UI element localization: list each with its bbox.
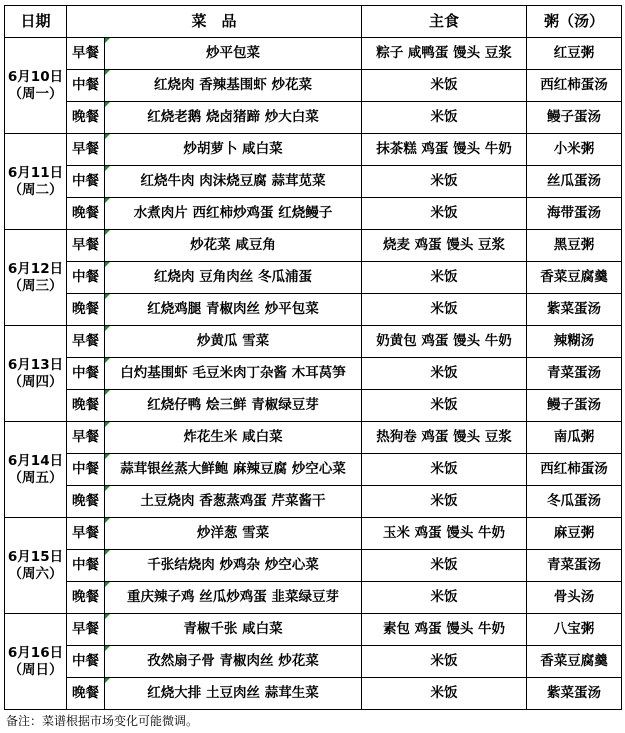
meal-dishes: 炒平包菜	[105, 38, 362, 70]
meal-row	[5, 326, 622, 358]
meal-dishes: 红烧鸡腿 青椒肉丝 炒平包菜	[105, 294, 362, 326]
meal-dishes: 白灼基围虾 毛豆米肉丁杂酱 木耳莴笋	[105, 358, 362, 390]
meal-soup: 紫菜蛋汤	[527, 678, 622, 710]
meal-staple: 米饭	[362, 550, 527, 582]
meal-row	[5, 614, 622, 646]
meal-label: 中餐	[67, 262, 105, 294]
meal-row	[5, 70, 622, 102]
meal-soup: 西红柿蛋汤	[527, 70, 622, 102]
meal-row	[5, 486, 622, 518]
day-date: 6月15日	[7, 548, 64, 565]
meal-dishes: 炒洋葱 雪菜	[105, 518, 362, 550]
day-date: 6月16日	[7, 644, 64, 661]
meal-row	[5, 582, 622, 614]
meal-row	[5, 102, 622, 134]
meal-staple: 玉米 鸡蛋 馒头 牛奶	[362, 518, 527, 550]
meal-row	[5, 390, 622, 422]
meal-staple: 米饭	[362, 646, 527, 678]
day-weekday: （周六）	[8, 565, 63, 582]
header-dishes: 菜 品	[67, 6, 362, 38]
meal-soup: 骨头汤	[527, 582, 622, 614]
meal-row	[5, 678, 622, 710]
meal-staple: 热狗卷 鸡蛋 馒头 豆浆	[362, 422, 527, 454]
meal-soup: 海带蛋汤	[527, 198, 622, 230]
meal-staple: 粽子 咸鸭蛋 馒头 豆浆	[362, 38, 527, 70]
meal-row	[5, 358, 622, 390]
meal-label: 中餐	[67, 646, 105, 678]
meal-staple: 米饭	[362, 70, 527, 102]
meal-staple: 米饭	[362, 358, 527, 390]
meal-soup: 香菜豆腐羹	[527, 262, 622, 294]
day-date-cell	[5, 518, 67, 614]
meal-row	[5, 38, 622, 70]
day-date-cell	[5, 326, 67, 422]
meal-label: 晚餐	[67, 198, 105, 230]
meal-staple: 米饭	[362, 262, 527, 294]
meal-dishes: 红烧肉 豆角肉丝 冬瓜浦蛋	[105, 262, 362, 294]
day-weekday: （周日）	[8, 661, 63, 678]
meal-dishes: 千张结烧肉 炒鸡杂 炒空心菜	[105, 550, 362, 582]
day-date: 6月14日	[7, 452, 64, 469]
meal-dishes: 炸花生米 咸白菜	[105, 422, 362, 454]
day-date-cell	[5, 614, 67, 710]
meal-label: 晚餐	[67, 102, 105, 134]
meal-label: 晚餐	[67, 390, 105, 422]
meal-row	[5, 134, 622, 166]
meal-label: 中餐	[67, 454, 105, 486]
day-date: 6月12日	[7, 260, 64, 277]
menu-table	[4, 5, 622, 710]
meal-dishes: 红烧老鹅 烧卤猪蹄 炒大白菜	[105, 102, 362, 134]
day-weekday: （周一）	[8, 85, 63, 102]
meal-soup: 小米粥	[527, 134, 622, 166]
meal-row	[5, 294, 622, 326]
meal-row	[5, 518, 622, 550]
meal-dishes: 青椒千张 咸白菜	[105, 614, 362, 646]
meal-label: 早餐	[67, 518, 105, 550]
header-staple: 主食	[362, 6, 527, 38]
meal-soup: 八宝粥	[527, 614, 622, 646]
meal-staple: 米饭	[362, 678, 527, 710]
header-date: 日期	[5, 6, 67, 38]
meal-soup: 青菜蛋汤	[527, 550, 622, 582]
meal-staple: 米饭	[362, 454, 527, 486]
meal-staple: 米饭	[362, 102, 527, 134]
meal-row	[5, 230, 622, 262]
meal-label: 晚餐	[67, 582, 105, 614]
meal-label: 中餐	[67, 358, 105, 390]
meal-staple: 米饭	[362, 198, 527, 230]
meal-staple: 奶黄包 鸡蛋 馒头 牛奶	[362, 326, 527, 358]
header-row	[5, 6, 622, 38]
day-date: 6月13日	[7, 356, 64, 373]
footnote: 备注：菜谱根据市场变化可能微调。	[6, 714, 199, 728]
meal-label: 晚餐	[67, 678, 105, 710]
meal-staple: 米饭	[362, 486, 527, 518]
meal-dishes: 炒黄瓜 雪菜	[105, 326, 362, 358]
meal-label: 早餐	[67, 38, 105, 70]
meal-soup: 西红柿蛋汤	[527, 454, 622, 486]
meal-dishes: 孜然扇子骨 青椒肉丝 炒花菜	[105, 646, 362, 678]
meal-row	[5, 198, 622, 230]
header-soup: 粥（汤）	[527, 6, 622, 38]
meal-row	[5, 166, 622, 198]
menu-body	[5, 6, 622, 710]
day-date: 6月10日	[7, 68, 64, 85]
meal-soup: 麻豆粥	[527, 518, 622, 550]
meal-soup: 南瓜粥	[527, 422, 622, 454]
meal-label: 早餐	[67, 326, 105, 358]
meal-staple: 米饭	[362, 166, 527, 198]
meal-label: 早餐	[67, 230, 105, 262]
meal-dishes: 炒花菜 咸豆角	[105, 230, 362, 262]
meal-dishes: 蒜茸银丝蒸大鲜鲍 麻辣豆腐 炒空心菜	[105, 454, 362, 486]
meal-soup: 香菜豆腐羹	[527, 646, 622, 678]
day-date: 6月11日	[7, 164, 64, 181]
meal-row	[5, 550, 622, 582]
meal-label: 早餐	[67, 134, 105, 166]
meal-dishes: 重庆辣子鸡 丝瓜炒鸡蛋 韭菜绿豆芽	[105, 582, 362, 614]
meal-row	[5, 262, 622, 294]
meal-soup: 冬瓜蛋汤	[527, 486, 622, 518]
meal-staple: 素包 鸡蛋 馒头 牛奶	[362, 614, 527, 646]
day-weekday: （周二）	[8, 181, 63, 198]
meal-dishes: 红烧牛肉 肉沫烧豆腐 蒜茸苋菜	[105, 166, 362, 198]
day-weekday: （周三）	[8, 277, 63, 294]
meal-label: 早餐	[67, 614, 105, 646]
meal-staple: 米饭	[362, 582, 527, 614]
meal-label: 晚餐	[67, 294, 105, 326]
meal-soup: 黑豆粥	[527, 230, 622, 262]
meal-row	[5, 422, 622, 454]
day-date-cell	[5, 422, 67, 518]
meal-dishes: 土豆烧肉 香葱蒸鸡蛋 芹菜酱干	[105, 486, 362, 518]
meal-dishes: 炒胡萝卜 咸白菜	[105, 134, 362, 166]
meal-staple: 米饭	[362, 294, 527, 326]
meal-row	[5, 454, 622, 486]
meal-soup: 丝瓜蛋汤	[527, 166, 622, 198]
meal-dishes: 红烧大排 土豆肉丝 蒜茸生菜	[105, 678, 362, 710]
meal-soup: 辣糊汤	[527, 326, 622, 358]
meal-dishes: 红烧肉 香辣基围虾 炒花菜	[105, 70, 362, 102]
day-weekday: （周五）	[8, 469, 63, 486]
day-date-cell	[5, 134, 67, 230]
meal-soup: 鳗子蛋汤	[527, 390, 622, 422]
meal-staple: 烧麦 鸡蛋 馒头 豆浆	[362, 230, 527, 262]
meal-label: 中餐	[67, 550, 105, 582]
meal-dishes: 水煮肉片 西红柿炒鸡蛋 红烧鳗子	[105, 198, 362, 230]
meal-staple: 米饭	[362, 390, 527, 422]
meal-label: 中餐	[67, 166, 105, 198]
meal-label: 早餐	[67, 422, 105, 454]
day-date-cell	[5, 38, 67, 134]
meal-soup: 青菜蛋汤	[527, 358, 622, 390]
meal-row	[5, 646, 622, 678]
meal-dishes: 红烧仔鸭 烩三鲜 青椒绿豆芽	[105, 390, 362, 422]
meal-staple: 抹茶糕 鸡蛋 馒头 牛奶	[362, 134, 527, 166]
meal-soup: 红豆粥	[527, 38, 622, 70]
meal-label: 中餐	[67, 70, 105, 102]
meal-soup: 紫菜蛋汤	[527, 294, 622, 326]
day-date-cell	[5, 230, 67, 326]
day-weekday: （周四）	[8, 373, 63, 390]
meal-soup: 鳗子蛋汤	[527, 102, 622, 134]
meal-label: 晚餐	[67, 486, 105, 518]
